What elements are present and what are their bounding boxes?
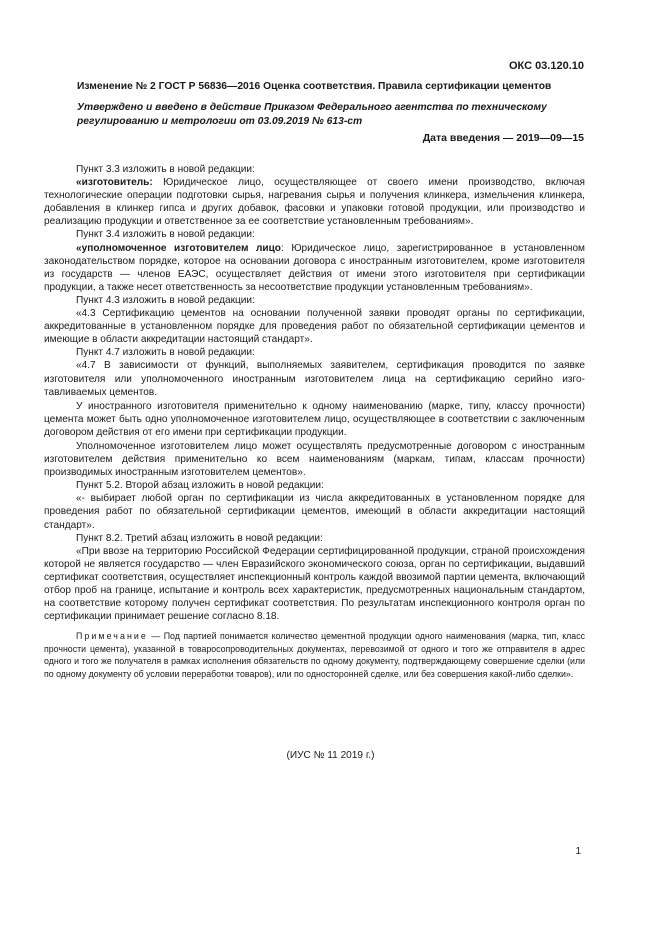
note: [44, 630, 585, 680]
paragraph: Пункт 3.3 изложить в новой редакции:: [76, 164, 255, 175]
term-label: «уполномоченное изготовителем лицо: [76, 242, 281, 254]
paragraph: У иностранного изготовителя применительно к одному наименованию (марке, типу, классу прочности) цемента может быть одно уполномоченное изготовителем лицо, осуществляющее в соответствии с заключенным договором действия от его имени при сертификации продукции.: [44, 400, 585, 438]
paragraph: «При ввозе на территорию Российской Федерации сертифицированной продукции, страной происхождения которой не является государство — член Евразийского экономического союза, орган по сертификации, выдавший сертификат соответствия, осуществляет инспекционный контроль каждой ввозимой партии цемента, включающий отбор проб на границе, испытание и контроль всех характеристик, предусмотренных национальным стандартом, на соответствие которому получен сертификат соответствия. По результатам инспекционного контроля орган по сертификации принимает решение согласно 8.18.: [44, 545, 585, 623]
paragraph: Уполномоченное изготовителем лицо может осуществлять предусмотренные договором с иностранным изготовителем действия применительно ко всем наименованиям (маркам, типам, классам прочности) производимых иностранным изготовителем цементов».: [44, 440, 585, 479]
amendment-body: [44, 163, 585, 680]
paragraph: «4.3 Сертификацию цементов на основании полученной заявки проводят органы по сертификации, аккредитованные в установленном порядке для проведения работ по обязательной сертификации цементов и имеющие в области аккредитации настоящий стандарт».: [44, 308, 585, 346]
paragraph: Пункт 5.2. Второй абзац изложить в новой редакции:: [76, 480, 324, 492]
paragraph: Пункт 4.7 изложить в новой редакции:: [76, 347, 255, 359]
note-text: — Под партией понимается количество цементной продукции одного наименования (марка, тип, класс прочности цемента), указанной в товаросопроводительных документах, перевозимой от одного и того же отправителя в адрес одного и того же получателя в рамках исполнения обязательств по одному документу, подтверждающему совершение сделки (или по одному документу об условии переработки товаров), или по односторонней сделке, или без совершения какой-либо сделки».: [44, 631, 585, 679]
paragraph: Пункт 3.4 изложить в новой редакции:: [76, 229, 255, 241]
term-text: Юридическое лицо, осуществляющее от своего имени производство, включая технологические операции подготовки сырья, нагревания сырья и получения клинкера, измельчения клинкера, добавления в клинкер гипса и других добавок, фасовки и упаковки готовой продукции, или производство и реализацию продукции и ответственное за ее соответствие установленным требованиям».: [44, 177, 585, 228]
paragraph: «4.7 В зависимости от функций, выполняемых заявителем, сертификация проводится по заявке изготовителя или уполномоченного иностранным изготовителем лица на сертификацию серийно изготавливаемых цементов.: [44, 360, 585, 398]
paragraph: «- выбирает любой орган по сертификации из числа аккредитованных в установленном порядке для проведения работ по обязательной сертификации цементов, имеющий в области аккредитации настоящий стандарт».: [44, 493, 585, 531]
approval-statement: Утверждено и введено в действие Приказом Федерального агентства по техническому регулированию и метрологии от 03.09.2019 № 613-ст: [77, 102, 547, 127]
document-title: Изменение № 2 ГОСТ Р 56836—2016 Оценка соответствия. Правила сертификации цементов: [77, 81, 552, 92]
effective-date: Дата введения — 2019—09—15: [422, 132, 584, 144]
paragraph: Пункт 8.2. Третий абзац изложить в новой редакции:: [76, 532, 323, 544]
definition-authorized-person: [44, 242, 585, 294]
ius-reference: (ИУС № 11 2019 г.): [286, 750, 375, 761]
term-label: «изготовитель:: [76, 177, 153, 189]
page-number: 1: [575, 846, 581, 857]
oks-code: ОКС 03.120.10: [508, 60, 584, 72]
definition-manufacturer: [44, 176, 585, 228]
term-text: : Юридическое лицо, зарегистрированное в установленном законодательством порядке, которое на основании договора с иностранным изготовителем, кроме изготовителя из государств — членов ЕАЭС, осуществляет действия от имени этого изготовителя при сертификации продукции, а также несет ответственность за несоответствие продукции установленным требованиям».: [44, 242, 585, 293]
note-label: Примечание: [76, 631, 148, 642]
paragraph: Пункт 4.3 изложить в новой редакции:: [76, 294, 255, 306]
